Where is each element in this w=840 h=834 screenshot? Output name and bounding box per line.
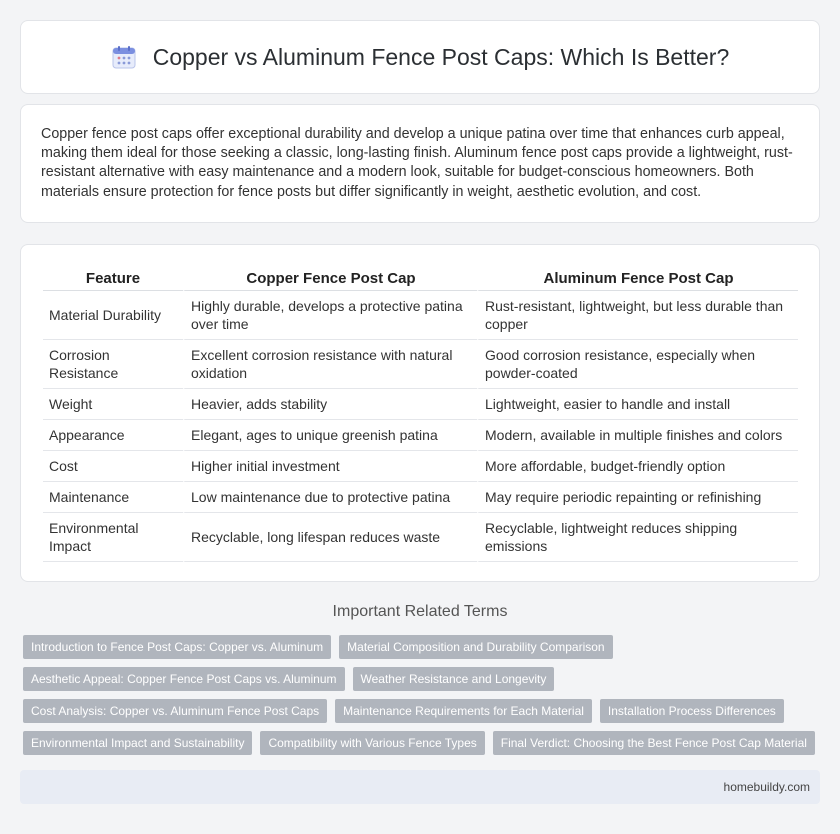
related-term-tag[interactable]: Final Verdict: Choosing the Best Fence Post Cap Material [493, 731, 815, 755]
table-row [43, 513, 798, 562]
calendar-icon [111, 44, 137, 70]
table-row [43, 340, 798, 389]
feature-cell: Environmental Impact [43, 513, 183, 562]
aluminum-cell: Rust-resistant, lightweight, but less durable than copper [477, 291, 798, 340]
aluminum-cell: May require periodic repainting or refinishing [477, 482, 798, 513]
feature-cell: Maintenance [43, 482, 183, 513]
comparison-table [43, 265, 798, 562]
copper-cell: Higher initial investment [183, 451, 477, 482]
header-aluminum: Aluminum Fence Post Cap [477, 265, 798, 291]
copper-cell: Low maintenance due to protective patina [183, 482, 477, 513]
copper-cell: Highly durable, develops a protective patina over time [183, 291, 477, 340]
feature-cell: Cost [43, 451, 183, 482]
related-term-tag[interactable]: Cost Analysis: Copper vs. Aluminum Fence Post Caps [23, 699, 327, 723]
header-copper: Copper Fence Post Cap [183, 265, 477, 291]
header-feature: Feature [43, 265, 183, 291]
table-row [43, 291, 798, 340]
comparison-table-card [20, 244, 820, 582]
tag-row [23, 699, 823, 723]
intro-card [20, 104, 820, 223]
related-term-tag[interactable]: Material Composition and Durability Comparison [339, 635, 612, 659]
aluminum-cell: Recyclable, lightweight reduces shipping emissions [477, 513, 798, 562]
copper-cell: Recyclable, long lifespan reduces waste [183, 513, 477, 562]
feature-cell: Appearance [43, 420, 183, 451]
feature-cell: Corrosion Resistance [43, 340, 183, 389]
feature-cell: Material Durability [43, 291, 183, 340]
intro-text: Copper fence post caps offer exceptional durability and develop a unique patina over time that enhances curb appeal, making them ideal for those seeking a classic, long-lasting finish. Aluminum fence post caps provide a lightweight, rust-resistant alternative with easy maintenance and a modern look, suitable for budget-conscious homeowners. Both materials ensure protection for fence posts but differ significantly in weight, aesthetic evolution, and cost. [41, 126, 793, 200]
tag-row [23, 731, 823, 755]
tag-row [23, 667, 823, 691]
feature-cell: Weight [43, 389, 183, 420]
table-row [43, 420, 798, 451]
copper-cell: Elegant, ages to unique greenish patina [183, 420, 477, 451]
table-row [43, 389, 798, 420]
related-term-tag[interactable]: Installation Process Differences [600, 699, 784, 723]
tag-row [23, 635, 823, 659]
page-title: Copper vs Aluminum Fence Post Caps: Which Is Better? [152, 43, 730, 70]
table-row [43, 451, 798, 482]
table-header-row [43, 265, 798, 291]
related-term-tag[interactable]: Maintenance Requirements for Each Material [335, 699, 592, 723]
copper-cell: Heavier, adds stability [183, 389, 477, 420]
related-term-tag[interactable]: Introduction to Fence Post Caps: Copper vs. Aluminum [23, 635, 331, 659]
related-term-tag[interactable]: Compatibility with Various Fence Types [260, 731, 484, 755]
copper-cell: Excellent corrosion resistance with natural oxidation [183, 340, 477, 389]
related-terms-heading: Important Related Terms [332, 603, 508, 620]
aluminum-cell: More affordable, budget-friendly option [477, 451, 798, 482]
related-term-tag[interactable]: Weather Resistance and Longevity [353, 667, 555, 691]
aluminum-cell: Lightweight, easier to handle and install [477, 389, 798, 420]
aluminum-cell: Modern, available in multiple finishes and colors [477, 420, 798, 451]
footer-site-link[interactable]: homebuildy.com [723, 780, 810, 794]
title-card [20, 20, 820, 94]
footer [20, 770, 820, 804]
related-term-tag[interactable]: Environmental Impact and Sustainability [23, 731, 252, 755]
related-term-tag[interactable]: Aesthetic Appeal: Copper Fence Post Caps vs. Aluminum [23, 667, 345, 691]
aluminum-cell: Good corrosion resistance, especially when powder-coated [477, 340, 798, 389]
related-terms-list [23, 635, 823, 763]
table-row [43, 482, 798, 513]
